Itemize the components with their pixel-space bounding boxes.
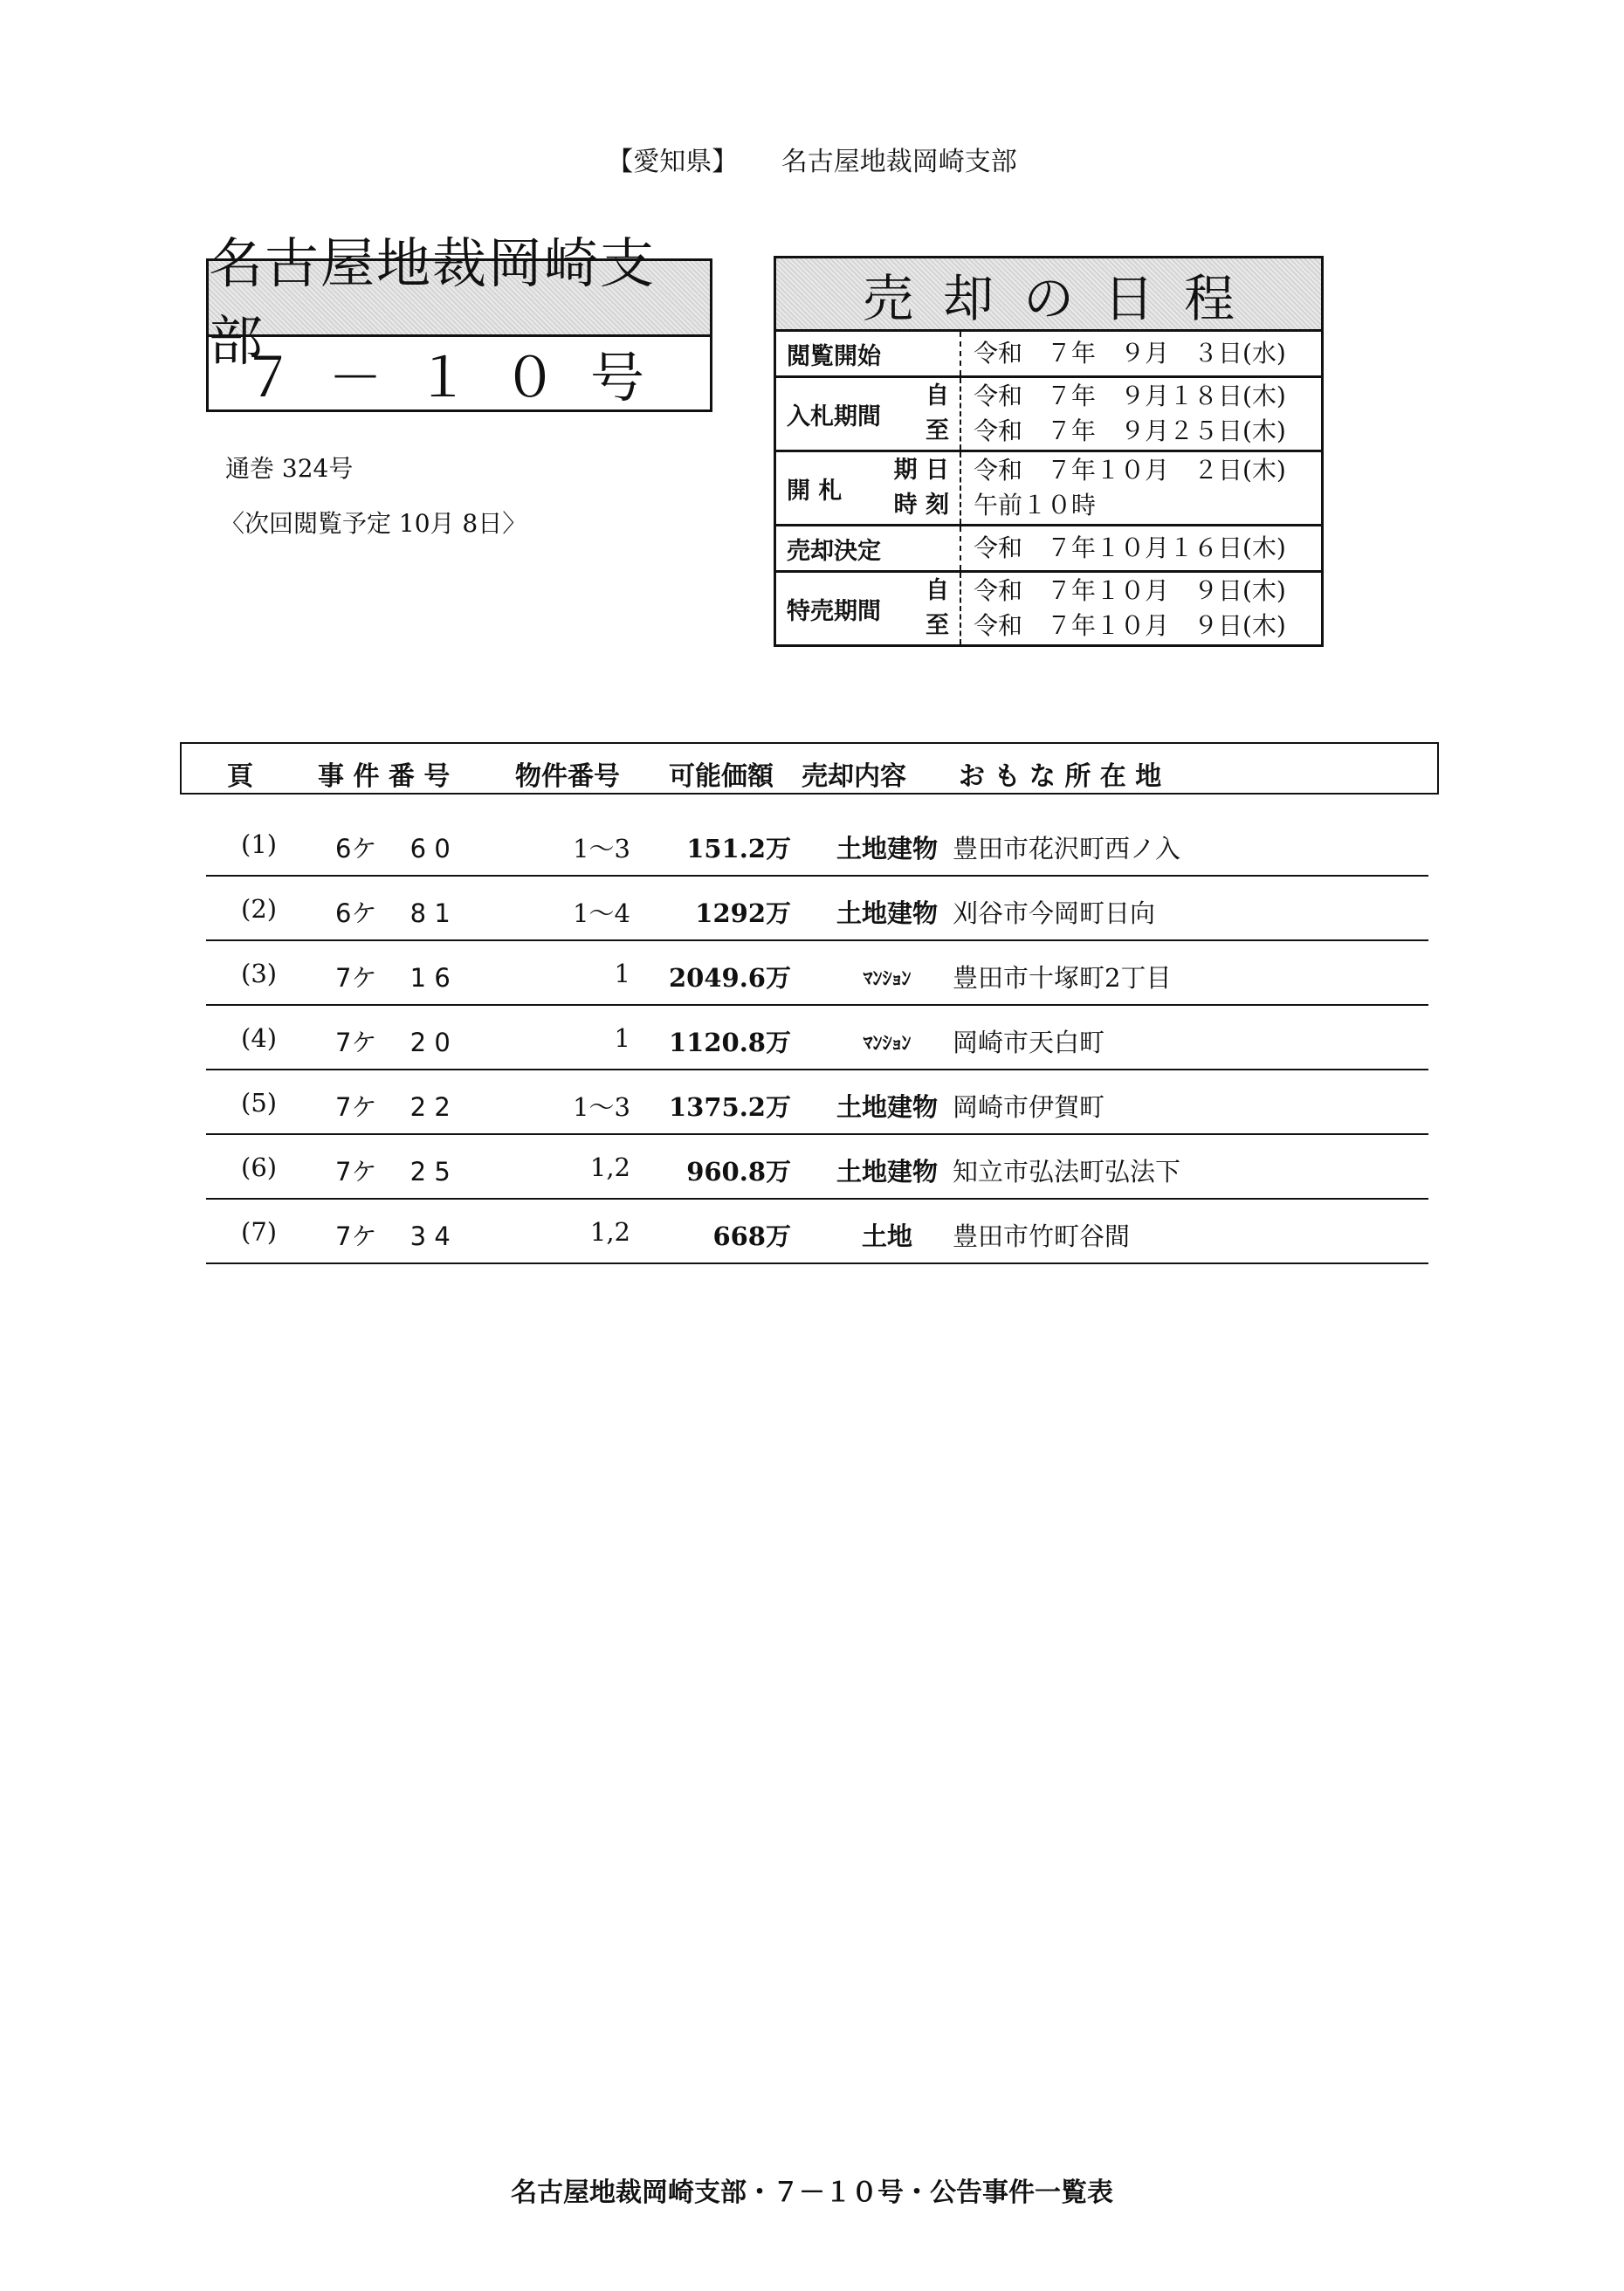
row-page: (6) [241,1152,278,1182]
row-case: 7ケ 1 6 [335,963,451,993]
row-content: 土地建物 [836,834,938,863]
row-object: 1 [614,1023,630,1053]
sale-schedule [774,256,1324,647]
header-page: 頁 [227,761,253,792]
schedule-sublabel: 至 [926,417,949,444]
row-object: 1,2 [589,1152,630,1182]
prefecture-label: 【愛知県】 [607,147,739,177]
schedule-label: 入札期間 [787,402,881,430]
schedule-sublabel: 自 [926,577,949,604]
row-page: (7) [241,1217,278,1247]
row-case: 7ケ 2 5 [335,1157,451,1187]
row-object: 1～4 [573,898,630,928]
row-location: 豊田市竹町谷間 [953,1221,1131,1251]
court-name: 名古屋地裁岡崎支部 [209,261,710,337]
row-case: 6ケ 8 1 [335,898,451,928]
row-case: 7ケ 3 4 [335,1221,451,1251]
row-object: 1 [614,959,630,988]
row-object: 1,2 [589,1217,630,1247]
row-location: 岡崎市天白町 [953,1028,1105,1057]
row-location: 豊田市十塚町2丁目 [953,963,1172,993]
schedule-value: 令和 ７年 ９月１８日(木) [974,382,1286,410]
volume-number: 通巻 324号 [225,454,354,483]
header-location: お も な 所 在 地 [959,761,1162,792]
row-content: 土地建物 [836,1092,938,1122]
row-content: ﾏﾝｼｮﾝ [863,1032,912,1055]
row-location: 岡崎市伊賀町 [953,1092,1105,1122]
schedule-value: 令和 ７年１０月１６日(木) [974,533,1286,562]
row-page: (4) [241,1023,278,1053]
schedule-row [776,332,1321,378]
table-row [206,877,1428,941]
schedule-label: 閲覧開始 [787,342,881,370]
schedule-label: 特売期間 [787,597,881,625]
schedule-row [776,452,1321,526]
schedule-row [776,378,1321,452]
row-content: 土地建物 [836,1157,938,1187]
schedule-sublabel: 時 刻 [893,492,949,519]
row-price: 2049.6万 [669,963,791,993]
schedule-value: 令和 ７年 ９月 ３日(水) [974,339,1286,368]
row-price: 668万 [712,1221,791,1251]
court-label: 名古屋地裁岡崎支部 [781,147,1017,177]
row-location: 刈谷市今岡町日向 [953,898,1156,928]
schedule-value: 午前１０時 [974,491,1097,519]
row-case: 7ケ 2 0 [335,1028,451,1057]
row-location: 豊田市花沢町西ノ入 [953,834,1181,863]
table-row [206,1006,1428,1070]
schedule-label: 売却決定 [787,537,881,565]
issue-number: ７－１０号 [240,346,678,409]
page-footer: 名古屋地裁岡崎支部・７－１０号・公告事件一覧表 [511,2177,1113,2208]
row-object: 1～3 [573,834,630,863]
row-content: ﾏﾝｼｮﾝ [863,967,912,990]
page-header [0,140,1624,178]
header-content: 売却内容 [802,761,906,792]
row-case: 6ケ 6 0 [335,834,451,863]
header-object: 物件番号 [515,761,620,792]
table-row [206,1070,1428,1135]
row-page: (5) [241,1088,278,1118]
row-price: 151.2万 [686,834,791,863]
row-price: 960.8万 [686,1157,791,1187]
schedule-value: 令和 ７年１０月 ２日(木) [974,456,1286,485]
table-row [206,812,1428,877]
row-content: 土地 [861,1221,912,1251]
row-page: (1) [241,829,278,859]
schedule-sublabel: 期 日 [893,457,949,484]
schedule-sublabel: 至 [926,612,949,639]
next-viewing-date: 〈次回閲覧予定 10月 8日〉 [220,509,527,538]
table-row [206,941,1428,1006]
schedule-value: 令和 ７年１０月 ９日(木) [974,611,1286,640]
schedule-value: 令和 ７年１０月 ９日(木) [974,576,1286,605]
schedule-label: 開 札 [787,477,843,505]
court-title-box [206,231,712,412]
header-case: 事 件 番 号 [318,761,451,792]
row-price: 1292万 [695,898,791,928]
case-list [206,812,1428,1264]
schedule-title: 売却の日程 [776,258,1321,332]
row-content: 土地建物 [836,898,938,928]
schedule-row [776,526,1321,573]
row-page: (2) [241,894,278,924]
row-page: (3) [241,959,278,988]
row-price: 1375.2万 [669,1092,791,1122]
row-location: 知立市弘法町弘法下 [953,1157,1181,1187]
row-case: 7ケ 2 2 [335,1092,451,1122]
table-row [206,1135,1428,1200]
case-list-header [180,742,1439,795]
schedule-value: 令和 ７年 ９月２５日(木) [974,416,1286,445]
row-object: 1～3 [573,1092,630,1122]
header-price: 可能価額 [669,761,774,792]
table-row [206,1200,1428,1264]
schedule-row [776,573,1321,644]
row-price: 1120.8万 [669,1028,791,1057]
schedule-sublabel: 自 [926,382,949,409]
